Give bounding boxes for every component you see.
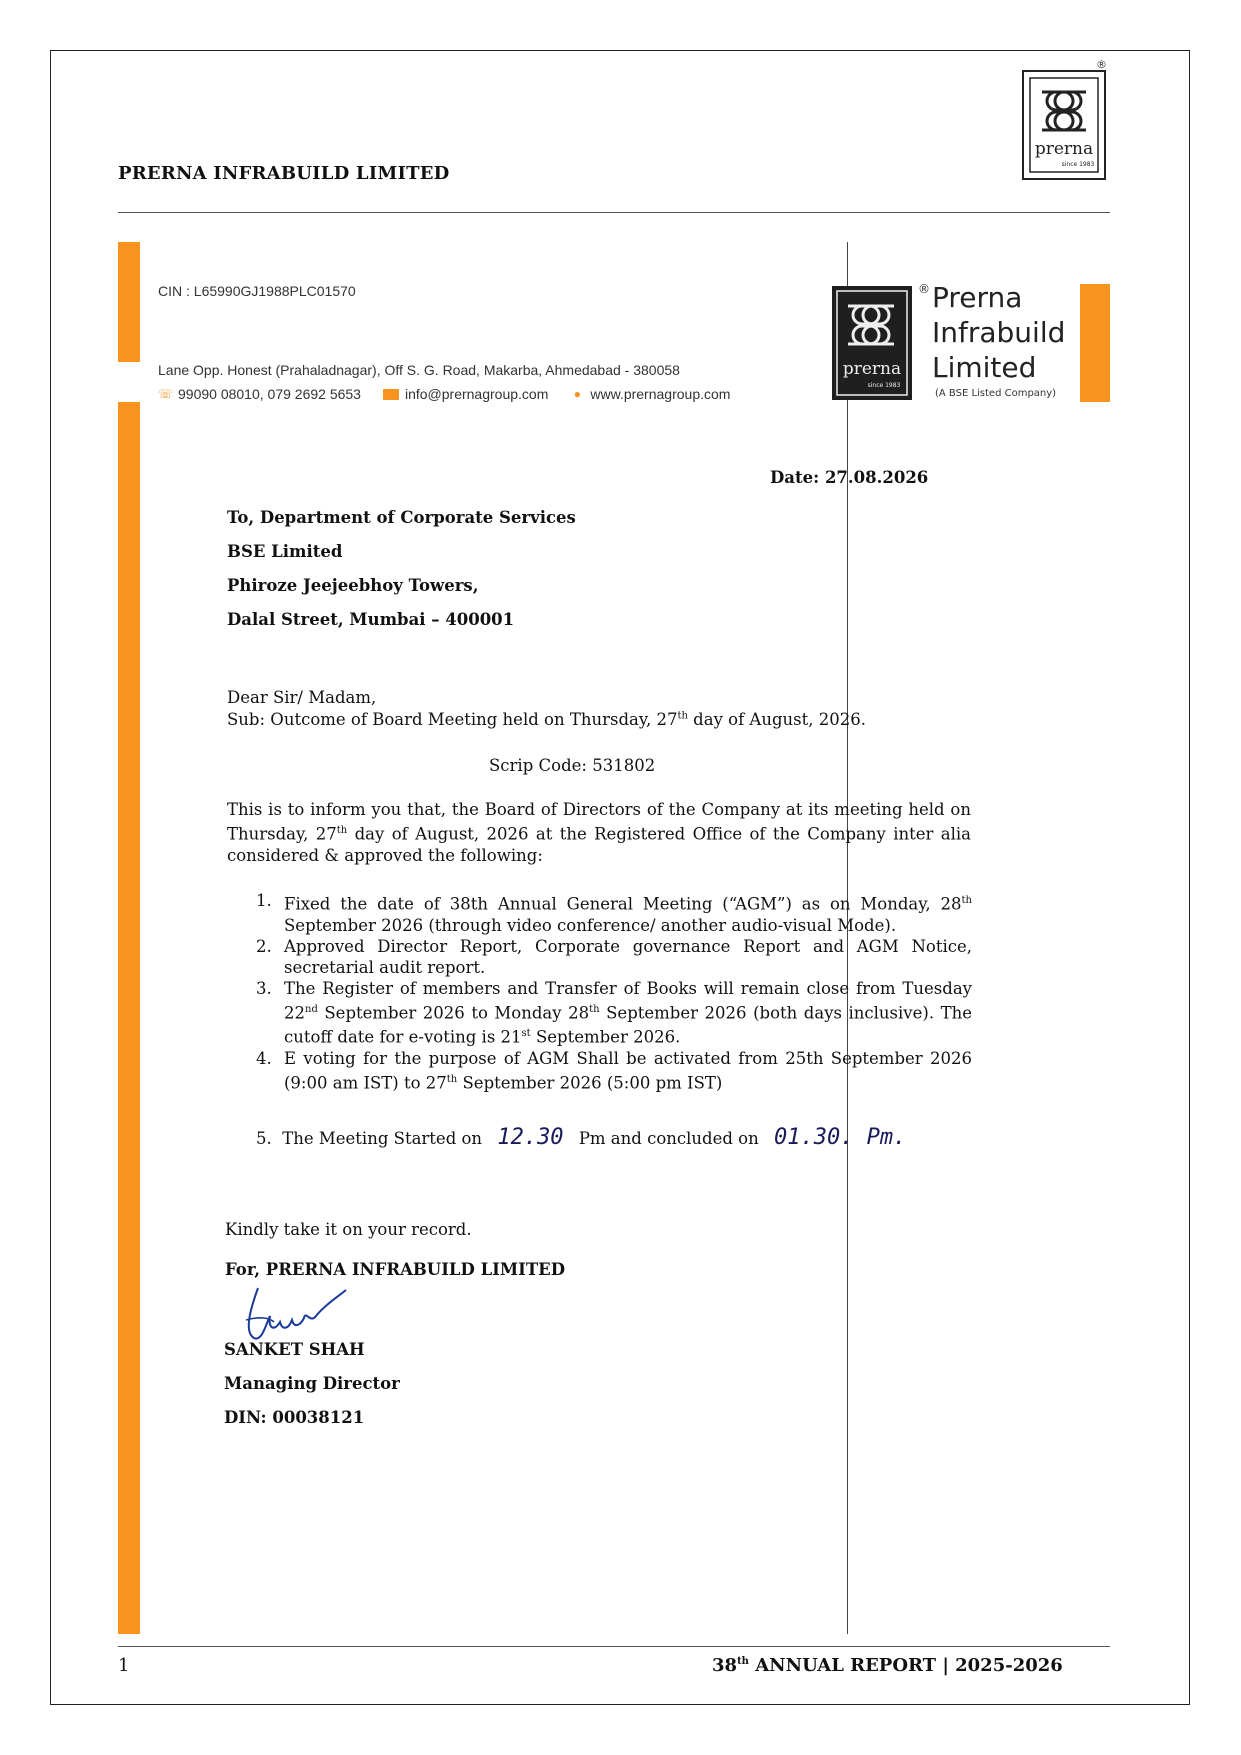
letter-date: Date: 27.08.2026	[770, 468, 929, 487]
letterhead-logo-since: since 1983	[867, 382, 901, 389]
letterhead-logo	[832, 286, 912, 400]
brand-subtitle: (A BSE Listed Company)	[935, 388, 1057, 399]
closing-line: Kindly take it on your record.	[225, 1220, 472, 1239]
brand-line-3: Limited	[932, 351, 1037, 384]
handwritten-end-time: 01.30. Pm.	[773, 1125, 907, 1150]
phone-icon: ☏	[158, 387, 174, 401]
resolutions-list	[256, 890, 972, 1093]
letterhead-address: Lane Opp. Honest (Prahaladnagar), Off S. G. Road, Makarba, Ahmedabad - 380058	[158, 362, 680, 378]
list-item: 3. The Register of members and Transfer of Books will remain close from Tuesday 22nd September 2026 to Monday 28th September 2026 (both days inclusive). The cutoff date for e-voting is 21st September 2026.	[256, 978, 972, 1047]
letterhead-contact	[158, 386, 730, 402]
logo-since: since 1983	[1061, 161, 1095, 168]
recipient-line-2: BSE Limited	[227, 542, 343, 561]
report-title: 38th ANNUAL REPORT | 2025-2026	[712, 1655, 1063, 1676]
list-item: 4. E voting for the purpose of AGM Shall be activated from 25th September 2026 (9:00 am IST) to 27th September 2026 (5:00 pm IST)	[256, 1048, 972, 1092]
globe-icon: ●	[573, 387, 581, 401]
company-logo	[1022, 70, 1106, 180]
scrip-code: Scrip Code: 531802	[489, 756, 656, 775]
list-item: 1. Fixed the date of 38th Annual General Meeting (“AGM”) as on Monday, 28th September 2026 (through video conference/ another audio-visual Mode).	[256, 891, 972, 935]
header-company-name: PRERNA INFRABUILD LIMITED	[118, 163, 450, 184]
letterhead-accent-bar	[118, 242, 140, 362]
list-item: 2. Approved Director Report, Corporate governance Report and AGM Notice, secretarial audit report.	[256, 936, 972, 977]
website: www.prernagroup.com	[590, 386, 731, 402]
letterhead-brand	[932, 280, 1065, 385]
recipient-line-4: Dalal Street, Mumbai – 400001	[227, 610, 515, 629]
letterhead-accent-right	[1080, 284, 1110, 402]
logo-wordmark: prerna	[1034, 139, 1094, 159]
phone-numbers: 99090 08010, 079 2692 5653	[178, 386, 361, 402]
letterhead-accent-bar-lower	[118, 402, 140, 1634]
letterhead-registered-mark: ®	[918, 282, 930, 296]
recipient-line-3: Phiroze Jeejeebhoy Towers,	[227, 576, 479, 595]
letterhead-logo-wordmark: prerna	[842, 359, 902, 379]
meeting-timing: 5. The Meeting Started on 12.30 Pm and concluded on 01.30. Pm.	[256, 1125, 907, 1150]
signatory-din: DIN: 00038121	[224, 1408, 365, 1427]
recipient-line-1: To, Department of Corporate Services	[227, 508, 576, 527]
subject-line: Sub: Outcome of Board Meeting held on Thursday, 27th day of August, 2026.	[227, 710, 866, 729]
email-icon	[383, 389, 399, 400]
handwritten-start-time: 12.30	[497, 1125, 564, 1150]
signatory-designation: Managing Director	[224, 1374, 400, 1393]
for-company: For, PRERNA INFRABUILD LIMITED	[225, 1260, 566, 1279]
page-number: 1	[118, 1655, 130, 1676]
cin-number: CIN : L65990GJ1988PLC01570	[158, 283, 356, 299]
signatory-name: SANKET SHAH	[224, 1340, 365, 1359]
intro-paragraph: This is to inform you that, the Board of Directors of the Company at its meeting held on Thursday, 27th day of August, 2026 at the Registered Office of the Company inter alia considered & approved the following:	[227, 800, 971, 865]
salutation: Dear Sir/ Madam,	[227, 688, 377, 707]
header-rule	[118, 212, 1110, 213]
brand-line-1: Prerna	[932, 281, 1023, 314]
email-address: info@prernagroup.com	[404, 386, 549, 402]
registered-mark: ®	[1096, 58, 1107, 71]
brand-line-2: Infrabuild	[932, 316, 1066, 349]
footer-rule	[118, 1646, 1110, 1647]
